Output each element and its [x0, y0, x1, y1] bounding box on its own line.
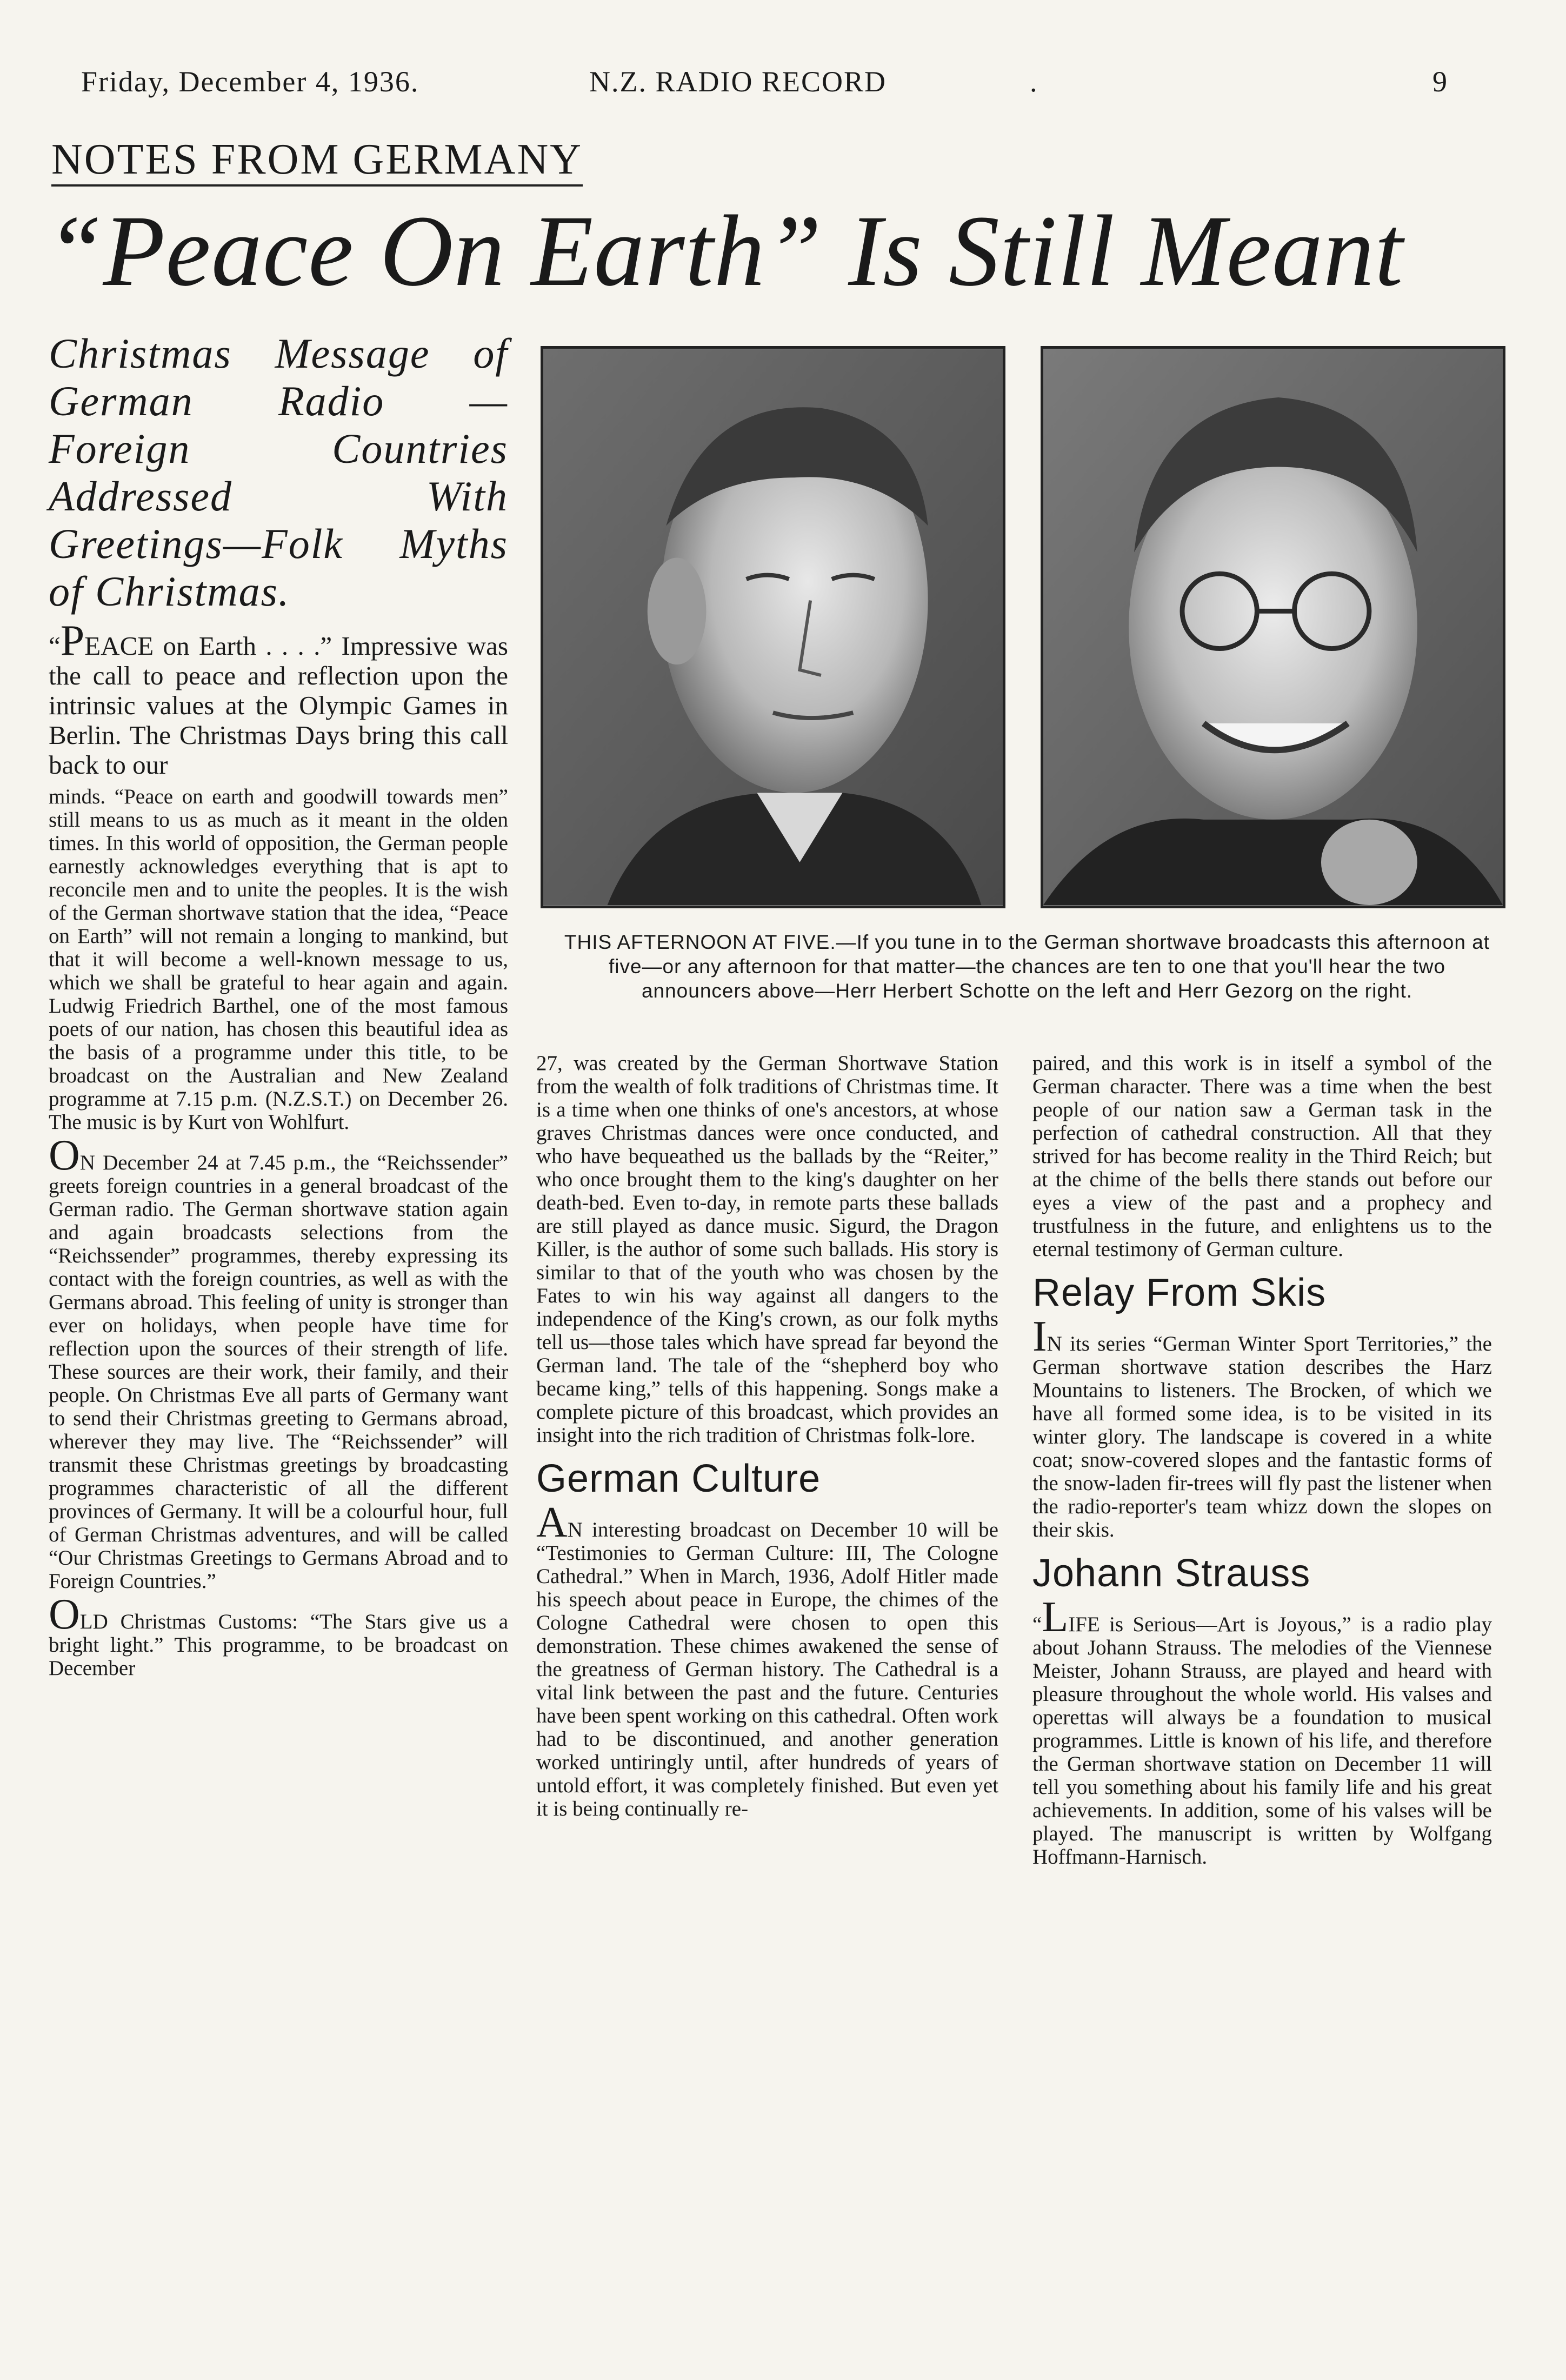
article-column-3 — [1032, 1052, 1492, 1874]
col3-paragraph-2-text: N its series “German Winter Sport Territories,” the German shortwave station describes the Harz Mountains to listeners. The Brocken, of which we have all formed some idea, is to be visited in its winter glory. The landscape is covered in a white coat; snow-covered slopes and the fantastic forms of the snow-laden fir-trees will fly past the listener when the radio-reporter's team whizz down the slopes on their skis. — [1032, 1332, 1492, 1541]
drop-cap: O — [49, 1591, 80, 1638]
section-heading-relay-from-skis: Relay From Skis — [1032, 1271, 1327, 1314]
col2-paragraph-2 — [536, 1499, 998, 1820]
section-heading-german-culture: German Culture — [536, 1457, 821, 1500]
col3-paragraph-1: paired, and this work is in itself a symbol of the German character. There was a time when the best people of our nation saw a German task in the perfection of cathedral construction. All that they strived for has become reality in the Third Reich; but at the chime of the bells there stands out before our eyes a view of the past and a prophecy and trustfulness in the future, and enlightens us to the eternal testimony of German culture. — [1032, 1052, 1492, 1261]
col3-paragraph-3 — [1032, 1593, 1492, 1869]
col1-paragraph-3-text: LD Christmas Customs: “The Stars give us a bright light.” This programme, to be broadcast on December — [49, 1610, 508, 1680]
article-column-2 — [536, 1052, 998, 1826]
col3-paragraph-3-text: IFE is Serious—Art is Joyous,” is a radio play about Johann Strauss. The melodies of the Viennese Meister, Johann Strauss, are played and heard with pleasure throughout the whole world. His valses and operettas will always be a foundation to musical programmes. Little is known of his life, and therefore the German shortwave station on December 11 will tell you something about his family life and his great achievements. In addition, some of his valses will be played. The manuscript is written by Wolfgang Hoffmann-Harnisch. — [1032, 1613, 1492, 1869]
col2-paragraph-1: 27, was created by the German Shortwave Station from the wealth of folk traditions of Christmas time. It is a time when one thinks of one's ancestors, at whose graves Christmas dances were once conducted, and who have bequeathed us the ballads by the “Reiter,” who once brought them to the king's daughter on her death-bed. Even to-day, in remote parts these ballads are still played as dance music. Sigurd, the Dragon Killer, is the author of some such ballads. His story is similar to that of the youth who was chosen by the Fates to win his way against all dangers to the independence of the King's crown, as our folk myths tell us—those tales which have spread far beyond the German land. The tale of the “shepherd boy who became king,” tells of this happening. Songs make a complete picture of this broadcast, which provides an insight into the rich tradition of Christmas folk-lore. — [536, 1052, 998, 1447]
col1-paragraph-2 — [49, 1132, 508, 1593]
col1-paragraph-3 — [49, 1591, 508, 1680]
col2-paragraph-2-text: N interesting broadcast on December 10 will be “Testimonies to German Culture: III, The Cologne Cathedral.” When in March, 1936, Adolf Hitler made his speech about peace in Europe, the chimes of the Cologne Cathedral were chosen to open this demonstration. These chimes awakened the sense of the greatness of German history. The Cathedral is a vital link between the past and the future. Centuries have been spent working on this cathedral. Often work had to be discontinued, and another generation worked untiringly until, after hundreds of years of untold effort, it was completely finished. But even yet it is being continually re- — [536, 1518, 998, 1820]
photo-herr-gezorg — [1041, 346, 1505, 908]
drop-cap: P — [60, 617, 85, 664]
col1-paragraph-1-continued: minds. “Peace on earth and goodwill towards men” still means to us as much as it meant in the olden times. In this world of opposition, the German people earnestly acknowledges everything that is apt to reconcile men and to unite the peoples. It is the wish of the German shortwave station that the idea, “Peace on Earth” will not remain a longing to mankind, but that it will become a well-known message to us, which we shall be grateful to hear again and again. Ludwig Friedrich Barthel, one of the most famous poets of our nation, has chosen this beautiful idea as the basis of a programme under this title, to be broadcast on the Australian and New Zealand programme at 7.15 p.m. (N.Z.S.T.) on December 26. The music is by Kurt von Wohlfurt. — [49, 785, 508, 1134]
issue-date: Friday, December 4, 1936. — [81, 65, 419, 98]
section-kicker: NOTES FROM GERMANY — [51, 138, 583, 187]
portrait-right-image — [1043, 349, 1503, 906]
portrait-left-image — [543, 349, 1003, 906]
col1-paragraph-1-text: EACE on Earth . . . .” Impressive was the call to peace and reflection upon the intrinsic values at the Olympic Games in Berlin. The Christmas Days bring this call back to our — [49, 631, 508, 780]
header-dot: . — [1030, 65, 1037, 98]
drop-cap: I — [1032, 1313, 1047, 1360]
headline: “Peace On Earth” Is Still Meant — [46, 194, 1404, 307]
drop-cap: L — [1042, 1593, 1069, 1641]
section-heading-johann-strauss: Johann Strauss — [1032, 1552, 1311, 1595]
open-quote: “ — [1032, 1613, 1042, 1636]
subheadline: Christmas Message of German Radio — Foreign Countries Addressed With Greetings—Folk Myths of Christmas. — [49, 330, 508, 615]
photo-herbert-schotte — [541, 346, 1005, 908]
drop-cap: O — [49, 1132, 80, 1179]
open-quote: “ — [49, 631, 61, 661]
drop-cap: A — [536, 1499, 568, 1546]
col3-paragraph-2 — [1032, 1313, 1492, 1541]
photo-caption: THIS AFTERNOON AT FIVE.—If you tune in to the German shortwave broadcasts this afternoon at five—or any afternoon for that matter—the chances are ten to one that you'll hear the two announcers above—Herr Herbert Schotte on the left and Herr Gezorg on the right. — [564, 931, 1490, 1002]
article-column-1 — [49, 617, 508, 1685]
col1-paragraph-2-text: N December 24 at 7.45 p.m., the “Reichssender” greets foreign countries in a general broadcast of the German radio. The German shortwave station again and again broadcasts selections from the “Reichssender” programmes, thereby expressing its contact with the foreign countries, as well as with the Germans abroad. This feeling of unity is stronger than ever on holidays, when people have time for reflection upon the sources of their strength of life. These sources are their work, their family, and their people. On Christmas Eve all parts of Germany want to send their Christmas greeting to Germans abroad, wherever they may live. The “Reichssender” will transmit these Christmas greetings by broadcasting programmes characteristic of all the different provinces of Germany. It will be a colourful hour, full of German Christmas adventures, and will be called “Our Christmas Greetings to Germans Abroad and to Foreign Countries.” — [49, 1151, 508, 1593]
col1-paragraph-1 — [49, 617, 508, 780]
page-number: 9 — [1432, 65, 1448, 98]
publication-name: N.Z. RADIO RECORD — [589, 65, 887, 98]
